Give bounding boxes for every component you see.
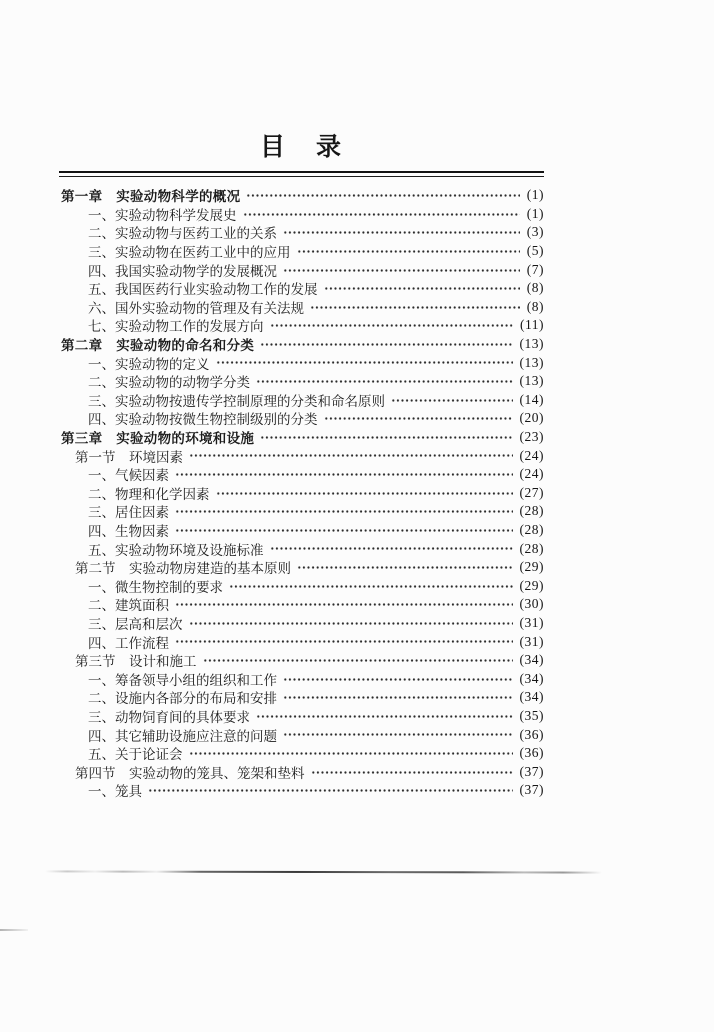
toc-entry-label: 三、实验动物按遗传学控制原理的分类和命名原则 [88, 393, 385, 409]
toc-entry [61, 781, 544, 800]
toc-entry-page-number: (35) [519, 707, 544, 723]
toc-entry-page-number: (3) [526, 224, 544, 240]
toc-list [61, 186, 544, 800]
toc-entry-label: 一、微生物控制的要求 [88, 579, 223, 595]
dot-leader [260, 335, 512, 354]
toc-entry [61, 707, 544, 726]
toc-entry [61, 409, 544, 428]
toc-entry [61, 762, 544, 781]
dot-leader [175, 465, 513, 484]
dot-leader [148, 781, 513, 800]
dot-leader [311, 762, 513, 781]
toc-entry [61, 688, 544, 707]
toc-entry-label: 四、实验动物按微生物控制级别的分类 [88, 412, 318, 428]
dot-leader [260, 428, 512, 447]
toc-entry-page-number: (28) [519, 540, 544, 556]
toc-entry-page-number: (30) [519, 596, 544, 612]
dot-leader [297, 242, 520, 261]
dot-leader [283, 669, 513, 688]
dot-leader [324, 409, 513, 428]
toc-entry-label: 三、层高和层次 [88, 616, 183, 632]
toc-entry-label: 一、实验动物科学发展史 [88, 207, 237, 223]
toc-entry-label: 四、生物因素 [88, 523, 169, 539]
toc-entry-page-number: (34) [519, 652, 544, 668]
toc-entry-page-number: (8) [526, 298, 544, 314]
toc-entry [61, 335, 544, 354]
toc-entry-page-number: (36) [519, 745, 544, 761]
dot-leader [283, 688, 513, 707]
dot-leader [175, 521, 513, 540]
dot-leader [216, 484, 513, 503]
toc-entry-label: 五、关于论证会 [88, 747, 183, 763]
toc-entry-label: 四、我国实验动物学的发展概况 [88, 263, 277, 279]
toc-entry-page-number: (28) [519, 521, 544, 537]
toc-entry-label: 一、笼具 [88, 784, 142, 800]
toc-entry-label: 一、实验动物的定义 [88, 356, 210, 372]
toc-entry-page-number: (23) [519, 429, 544, 445]
toc-entry-page-number: (37) [519, 763, 544, 779]
toc-entry-label: 六、国外实验动物的管理及有关法规 [88, 300, 304, 316]
dot-leader [175, 502, 513, 521]
toc-entry-page-number: (24) [519, 447, 544, 463]
toc-entry-label: 四、工作流程 [88, 635, 169, 651]
toc-entry-label: 七、实验动物工作的发展方向 [88, 319, 264, 335]
dot-leader [270, 316, 514, 335]
dot-leader [175, 632, 513, 651]
toc-entry [61, 205, 544, 224]
toc-entry-label: 二、实验动物的动物学分类 [88, 375, 250, 391]
scan-artifact-speck [0, 929, 28, 931]
toc-entry [61, 576, 544, 595]
toc-entry-label: 第一章 实验动物科学的概况 [61, 189, 241, 205]
toc-entry [61, 223, 544, 242]
dot-leader [283, 223, 520, 242]
dot-leader [297, 558, 513, 577]
header-double-rule [59, 171, 544, 177]
toc-entry-page-number: (7) [526, 261, 544, 277]
toc-entry-page-number: (31) [519, 633, 544, 649]
dot-leader [189, 614, 513, 633]
toc-entry-label: 第二章 实验动物的命名和分类 [61, 338, 255, 354]
toc-entry-label: 二、物理和化学因素 [88, 486, 210, 502]
dot-leader [189, 446, 513, 465]
toc-entry-page-number: (34) [519, 689, 544, 705]
toc-entry [61, 465, 544, 484]
toc-entry-label: 一、气候因素 [88, 468, 169, 484]
dot-leader [324, 279, 520, 298]
toc-entry [61, 558, 544, 577]
toc-entry-page-number: (11) [520, 317, 544, 333]
toc-entry-page-number: (28) [519, 503, 544, 519]
toc-entry-label: 第三章 实验动物的环境和设施 [61, 431, 255, 447]
toc-entry-page-number: (36) [519, 726, 544, 742]
toc-entry-label: 三、居住因素 [88, 505, 169, 521]
toc-entry-label: 五、我国医药行业实验动物工作的发展 [88, 282, 318, 298]
toc-entry-label: 三、实验动物在医药工业中的应用 [88, 245, 291, 261]
toc-entry [61, 651, 544, 670]
toc-entry-page-number: (27) [519, 484, 544, 500]
dot-leader [283, 260, 520, 279]
toc-entry [61, 316, 544, 335]
dot-leader [256, 372, 513, 391]
toc-entry-label: 二、实验动物与医药工业的关系 [88, 226, 277, 242]
toc-entry [61, 279, 544, 298]
toc-entry [61, 502, 544, 521]
toc-entry-label: 四、其它辅助设施应注意的问题 [88, 728, 277, 744]
toc-entry [61, 725, 544, 744]
toc-entry [61, 260, 544, 279]
dot-leader [256, 707, 513, 726]
toc-entry-label: 第四节 实验动物的笼具、笼架和垫料 [75, 765, 305, 781]
toc-entry [61, 595, 544, 614]
toc-entry [61, 372, 544, 391]
toc-entry-page-number: (8) [526, 280, 544, 296]
dot-leader [391, 391, 513, 410]
toc-entry [61, 446, 544, 465]
toc-entry [61, 298, 544, 317]
dot-leader [203, 651, 513, 670]
toc-entry-page-number: (13) [519, 373, 544, 389]
dot-leader [246, 186, 519, 205]
toc-entry-page-number: (1) [526, 205, 544, 221]
dot-leader [243, 205, 520, 224]
toc-entry [61, 614, 544, 633]
toc-entry-page-number: (13) [519, 336, 544, 352]
dot-leader [216, 353, 513, 372]
page-title: 目 录 [259, 133, 344, 161]
toc-entry-page-number: (34) [519, 670, 544, 686]
toc-entry-label: 第二节 实验动物房建造的基本原则 [75, 561, 291, 577]
toc-entry-label: 二、设施内各部分的布局和安排 [88, 691, 277, 707]
toc-entry [61, 428, 544, 447]
toc-entry-page-number: (24) [519, 466, 544, 482]
toc-entry-label: 一、筹备领导小组的组织和工作 [88, 672, 277, 688]
toc-entry-page-number: (20) [519, 410, 544, 426]
toc-entry [61, 391, 544, 410]
toc-entry-page-number: (31) [519, 614, 544, 630]
toc-entry [61, 539, 544, 558]
toc-entry-label: 五、实验动物环境及设施标准 [88, 542, 264, 558]
toc-entry-page-number: (14) [519, 391, 544, 407]
toc-entry [61, 521, 544, 540]
toc-entry-label: 三、动物饲育间的具体要求 [88, 709, 250, 725]
toc-entry-page-number: (29) [519, 559, 544, 575]
toc-entry [61, 744, 544, 763]
dot-leader [283, 725, 513, 744]
toc-entry-label: 第一节 环境因素 [75, 449, 183, 465]
toc-entry [61, 632, 544, 651]
toc-entry-page-number: (5) [526, 243, 544, 259]
toc-entry-page-number: (29) [519, 577, 544, 593]
scan-artifact-line [45, 870, 602, 873]
dot-leader [189, 744, 513, 763]
toc-entry-label: 二、建筑面积 [88, 598, 169, 614]
toc-entry [61, 669, 544, 688]
toc-entry-page-number: (13) [519, 354, 544, 370]
dot-leader [175, 595, 513, 614]
toc-entry-page-number: (37) [519, 782, 544, 798]
toc-entry [61, 242, 544, 261]
toc-entry-page-number: (1) [526, 187, 544, 203]
toc-entry-label: 第三节 设计和施工 [75, 654, 197, 670]
dot-leader [229, 576, 513, 595]
toc-entry [61, 353, 544, 372]
dot-leader [270, 539, 513, 558]
toc-entry [61, 186, 544, 205]
toc-entry [61, 484, 544, 503]
dot-leader [310, 298, 520, 317]
